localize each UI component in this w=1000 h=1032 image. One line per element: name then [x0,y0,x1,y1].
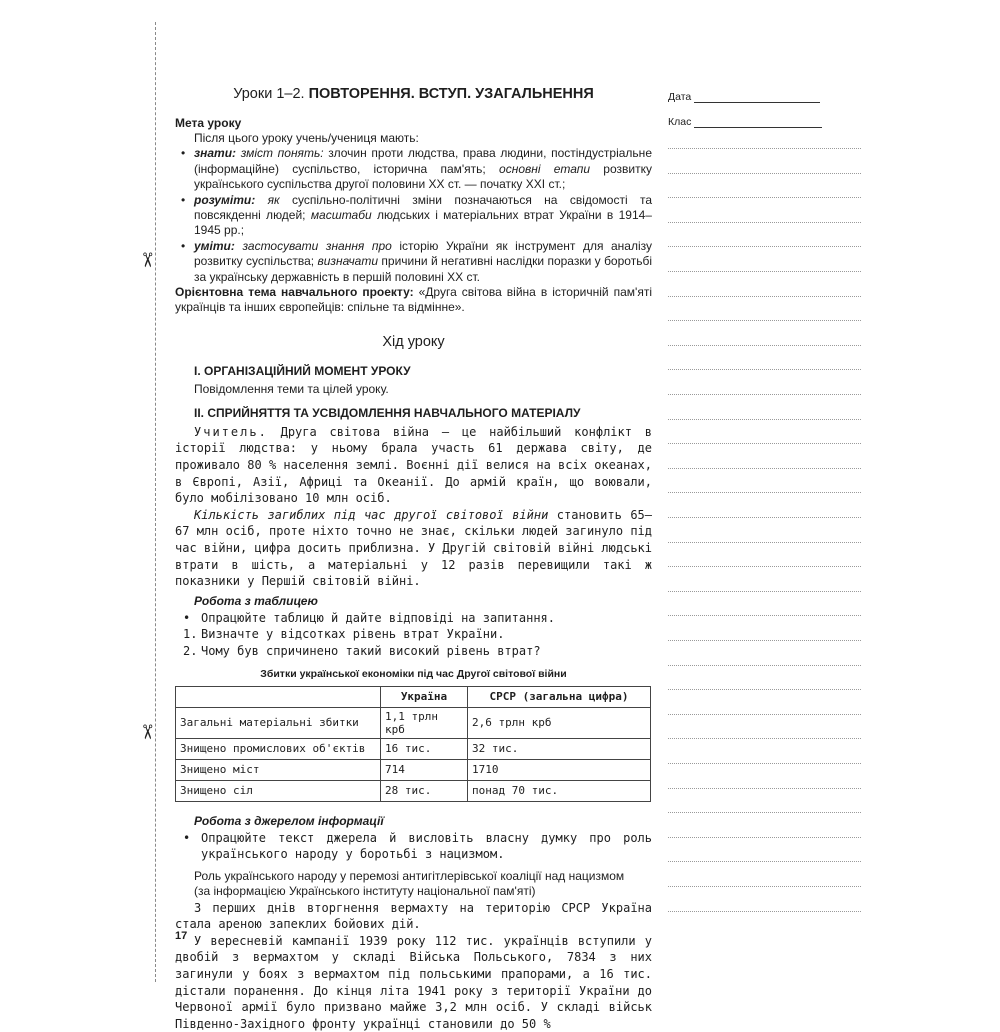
note-line [668,345,861,346]
note-line [668,148,861,149]
note-line [668,738,861,739]
table-header-row: Україна СРСР (загальна цифра) [176,686,651,707]
note-line [668,246,861,247]
note-line [668,197,861,198]
table-row: Знищено сіл 28 тис. понад 70 тис. [176,780,651,801]
note-line [668,615,861,616]
date-line [668,90,863,103]
note-line [668,665,861,666]
goal-block [175,131,652,285]
note-line [668,640,861,641]
note-line [668,812,861,813]
lesson-flow-heading: Хід уроку [382,333,445,350]
note-line [668,763,861,764]
note-line [668,492,861,493]
goal-item-know: • знати: зміст понять: злочин проти людства, права людини, постіндустріальне (інформаційне) суспільство, історична пам'ять; основні етапи розвитку українського суспільства другої половини XX ст. — початку XXI ст.; [175,146,652,192]
note-line [668,320,861,321]
goal-heading: Мета уроку [175,116,242,130]
source-title: Роль українського народу у перемозі антигітлерівської коаліції над нацизмом (за інформацією Українського інституту національної пам'яті) [194,868,625,899]
note-line [668,296,861,297]
section-1-text: Повідомлення теми та цілей уроку. [194,381,389,396]
scissors-icon: ✂ [135,723,160,741]
table-title: Збитки української економіки під час Другої світової війни [260,667,567,680]
damage-table [175,686,651,802]
scissors-icon: ✂ [135,251,160,269]
note-line [668,886,861,887]
note-line [668,837,861,838]
teacher-paragraph-2: Кількість загиблих під час другої світової війни становить 65–67 млн осіб, проте ніхто точно не знає, скільки людей загинуло під час війни, цифра досить приблизна. У Другій світовій війні людські втрати в шість, а матеріальні у 12 разів перевищили такі ж показники у Першій світовій війні. [175,507,652,589]
table-task-bullet: • Опрацюйте таблицю й дайте відповіді на запитання. [183,610,556,625]
goal-item-skills: • уміти: застосувати знання про історію України як інструмент для аналізу розвитку суспільства; визначати причини й негативні наслідки поразки у боротьбі за українську державність в першій половині XX ст. [175,239,652,285]
note-line [668,419,861,420]
lesson-content [175,86,652,1032]
source-task-list [175,830,652,863]
class-line [668,115,863,128]
note-line [668,443,861,444]
note-line [668,468,861,469]
table-question-2: 2. Чому був спричинено такий високий рівень втрат? [183,644,541,658]
note-line [668,517,861,518]
page-title: Уроки 1–2. ПОВТОРЕННЯ. ВСТУП. УЗАГАЛЬНЕННЯ [233,86,594,102]
source-text [175,900,652,1032]
source-paragraph-1: З перших днів вторгнення вермахту на територію СРСР Україна стала ареною запеклих бойових дій. [175,900,652,932]
goal-list [175,146,652,285]
project-topic: Орієнтовна тема навчального проекту: «Друга світова війна в історичній пам'яті українців та інших європейців: спільне та відмінне». [175,285,652,315]
sidebar [668,90,863,140]
note-line [668,173,861,174]
note-line [668,788,861,789]
class-field[interactable] [694,115,822,128]
table-row: Загальні матеріальні збитки 1,1 трлн крб 2,6 трлн крб [176,707,651,738]
note-line [668,542,861,543]
teacher-paragraph-1: Учитель. Друга світова війна — це найбільший конфлікт в історії людства: у ньому брала участь 61 держава світу, де проживало 80 % населення землі. Воєнні дії велися на всіх океанах, в Європі, Азії, Африці та Океанії. До армій країн, що воювали, було мобілізовано 10 млн осіб. [175,424,652,506]
table-row: Знищено промислових об'єктів 16 тис. 32 тис. [176,738,651,759]
class-label: Клас [668,116,692,128]
date-label: Дата [668,91,692,103]
table-task-list [175,610,652,660]
note-line [668,689,861,690]
cut-line [155,22,156,982]
table-task-heading: Робота з таблицею [194,593,318,608]
note-line [668,911,861,912]
note-line [668,566,861,567]
note-line [668,861,861,862]
page-number: 17 [175,930,188,942]
table-question-1: 1. Визначте у відсотках рівень втрат України. [183,627,505,642]
section-2-heading: II. СПРИЙНЯТТЯ ТА УСВІДОМЛЕННЯ НАВЧАЛЬНОГО МАТЕРІАЛУ [194,405,581,420]
table-row: Знищено міст 714 1710 [176,759,651,780]
note-line [668,271,861,272]
goal-item-understand: • розуміти: як суспільно-політичні зміни позначаються на свідомості та повсякденні людей; масштаби людських і матеріальних втрат України в 1914–1945 рр.; [175,193,652,239]
note-line [668,369,861,370]
source-paragraph-2: У вересневій кампанії 1939 року 112 тис. українців вступили у двобій з вермахтом у складі Війська Польського, 7834 з них загинули у боях з вермахтом під польськими прапорами, а 16 тис. дістали поранення. До кінця літа 1941 року з території України до Червоної армії було призвано майже 3,2 млн осіб. У складі військ Південно-Західного фронту українці становили до 50 % [175,933,652,1031]
note-line [668,714,861,715]
note-line [668,222,861,223]
note-line [668,394,861,395]
source-task-bullet: • Опрацюйте текст джерела й висловіть власну думку про роль українського народу у боротьбі з нацизмом. [183,830,652,862]
teacher-text [175,424,652,590]
note-line [668,591,861,592]
section-1-heading: I. ОРГАНІЗАЦІЙНИЙ МОМЕНТ УРОКУ [194,363,411,378]
date-field[interactable] [694,90,820,103]
goal-intro: Після цього уроку учень/учениця мають: [194,131,419,145]
source-task-heading: Робота з джерелом інформації [194,813,384,828]
